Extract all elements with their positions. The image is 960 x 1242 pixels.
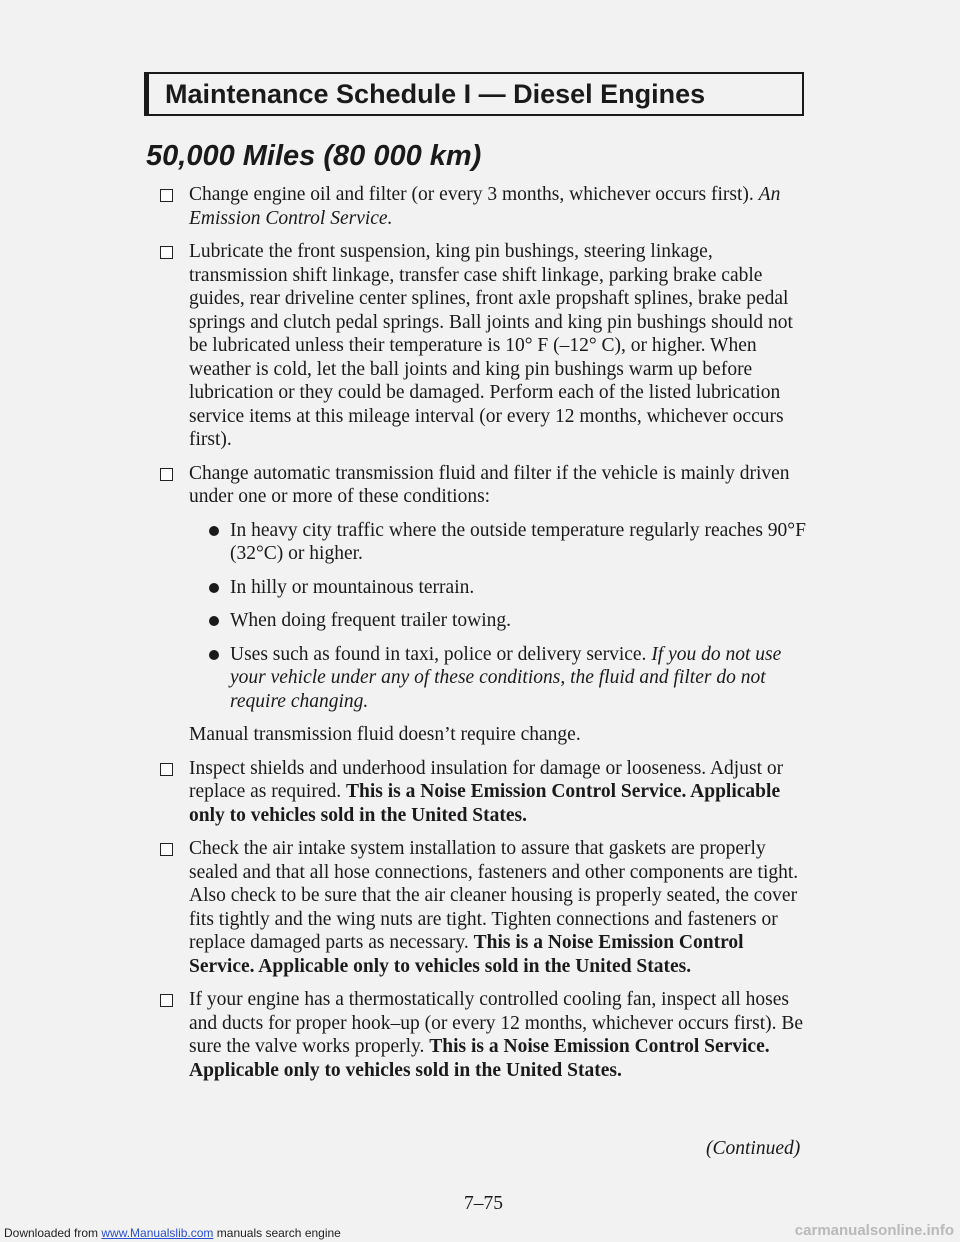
checkbox-icon xyxy=(160,246,173,259)
continued-label: (Continued) xyxy=(706,1138,801,1159)
watermark: carmanualsonline.info xyxy=(794,1222,954,1239)
condition-text: In heavy city traffic where the outside temperature regularly reaches 90°F (32°C) or higher. xyxy=(230,519,806,564)
condition-item xyxy=(189,576,808,600)
checklist-item-shields-inspection xyxy=(158,757,808,828)
page-header-title: Maintenance Schedule I — Diesel Engines xyxy=(165,79,706,109)
checklist-item-lubrication xyxy=(158,240,808,452)
checkbox-icon xyxy=(160,763,173,776)
item-italic-text: An Emission Control Service. xyxy=(189,184,781,229)
checklist-item-cooling-fan xyxy=(158,988,808,1082)
item-bold-text: This is a Noise Emission Control Service. Applicable only to vehicles sold in the United States. xyxy=(189,1036,770,1081)
item-text: Check the air intake system installation to assure that gaskets are properly sealed and that all hose connections, fasteners and other components are tight. Also check to be sure that the air cleaner housing is properly seated, the cover fits tightly and the wing nuts are tight. Tighten connections and fasteners or replace damaged parts as necessary. xyxy=(189,838,799,953)
banner-suffix: manuals search engine xyxy=(213,1226,341,1240)
bullet-icon xyxy=(209,650,219,660)
bullet-icon xyxy=(209,526,219,536)
section-title: 50,000 Miles (80 000 km) xyxy=(146,140,482,172)
item-bold-text: This is a Noise Emission Control Service. Applicable only to vehicles sold in the United States. xyxy=(189,781,781,826)
checklist-item-oil-change xyxy=(158,183,808,230)
checkbox-icon xyxy=(160,189,173,202)
checklist-item-transmission-fluid xyxy=(158,462,808,747)
bullet-icon xyxy=(209,616,219,626)
checklist-item-air-intake xyxy=(158,837,808,978)
bullet-icon xyxy=(209,583,219,593)
condition-item xyxy=(189,519,808,566)
condition-item xyxy=(189,609,808,633)
banner-prefix: Downloaded from xyxy=(4,1226,102,1240)
checkbox-icon xyxy=(160,843,173,856)
condition-item xyxy=(189,643,808,714)
condition-text: When doing frequent trailer towing. xyxy=(230,610,512,631)
page-header xyxy=(144,72,804,116)
download-banner xyxy=(4,1226,341,1240)
checkbox-icon xyxy=(160,468,173,481)
item-text: Change engine oil and filter (or every 3 months, whichever occurs first). xyxy=(189,184,759,205)
condition-italic-text: If you do not use your vehicle under any of these conditions, the fluid and filter do not require changing. xyxy=(230,643,782,712)
page-number: 7–75 xyxy=(464,1193,503,1214)
item-text: Change automatic transmission fluid and filter if the vehicle is mainly driven under one or more of these conditions: xyxy=(189,462,790,507)
item-text: Inspect shields and underhood insulation for damage or looseness. Adjust or replace as required. xyxy=(189,757,784,802)
condition-text: Uses such as found in taxi, police or delivery service. xyxy=(230,643,652,665)
condition-text: In hilly or mountainous terrain. xyxy=(230,576,475,598)
item-bold-text: This is a Noise Emission Control Service. Applicable only to vehicles sold in the United States. xyxy=(189,932,744,977)
item-text: If your engine has a thermostatically controlled cooling fan, inspect all hoses and ducts for proper hook–up (or every 12 months, whichever occurs first). Be sure the valve works properly. xyxy=(189,989,804,1057)
manual-transmission-note: Manual transmission fluid doesn’t require change. xyxy=(189,724,581,745)
item-text: Lubricate the front suspension, king pin bushings, steering linkage, transmission shift linkage, transfer case shift linkage, parking brake cable guides, rear driveline center splines, front axle propshaft splines, brake pedal springs and clutch pedal springs. Ball joints and king pin bushings should not be lubricated unless their temperature is 10° F (–12° C), or higher. When weather is cold, let the ball joints and king pin bushings warm up before lubrication or they could be damaged. Perform each of the listed lubrication service items at this mileage interval (or every 12 months, whichever occurs first). xyxy=(189,241,793,450)
conditions-list xyxy=(189,519,808,714)
checkbox-icon xyxy=(160,994,173,1007)
manualslib-link[interactable]: www.Manualslib.com xyxy=(101,1226,214,1240)
checklist xyxy=(158,183,808,1092)
